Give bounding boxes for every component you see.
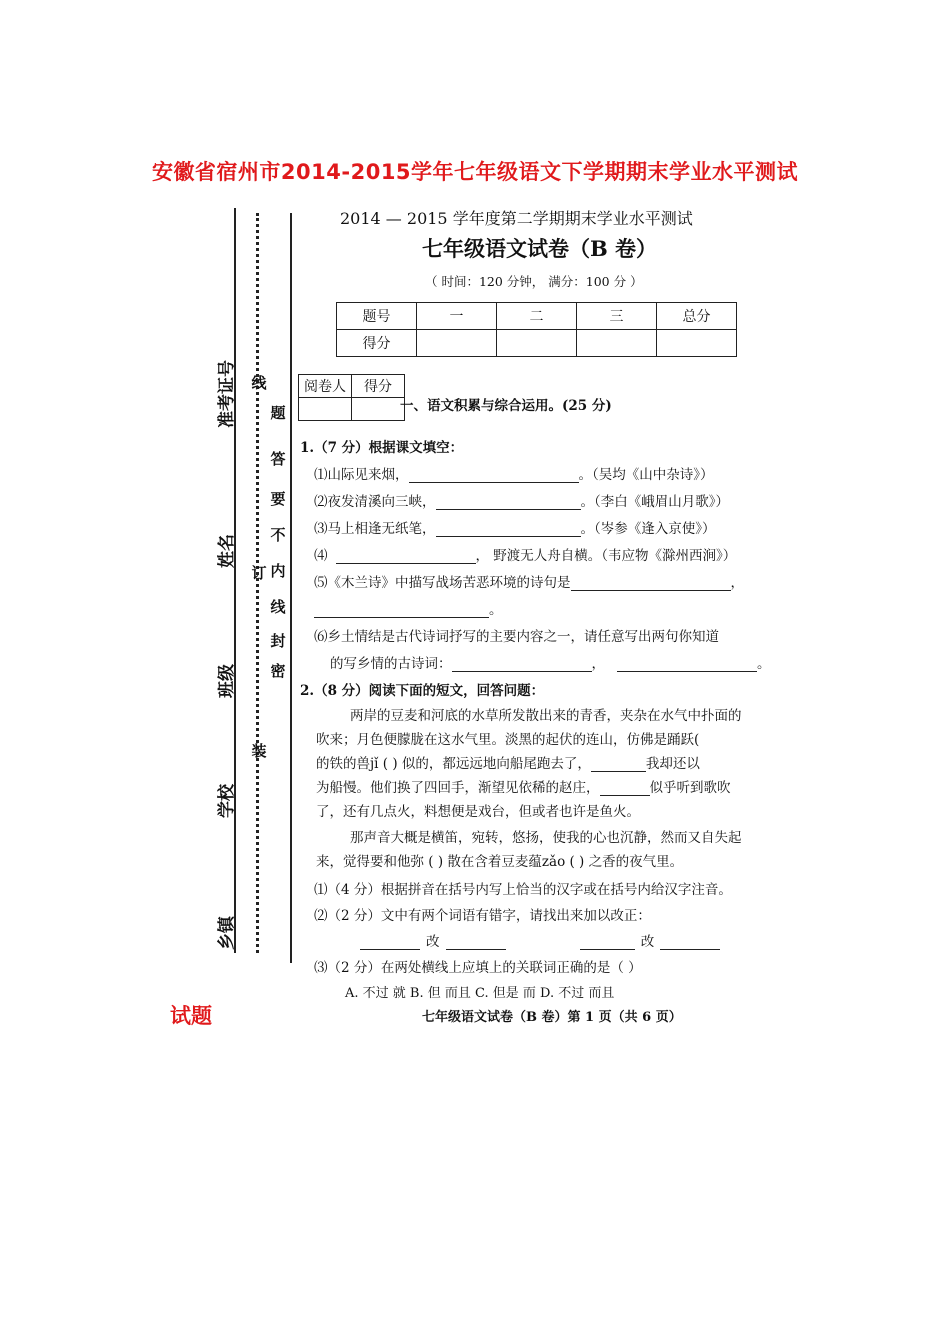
- score-cell: 题号: [337, 303, 417, 330]
- question-2-title: 2.（8 分）阅读下面的短文，回答问题：: [300, 683, 545, 699]
- score-cell: [417, 330, 497, 357]
- score-table-row: [337, 330, 737, 357]
- score-cell: [577, 330, 657, 357]
- margin-seal-3: 装: [251, 742, 267, 760]
- margin-field-exam-number: 准考证号: [217, 360, 237, 428]
- grader-cell: 阅卷人: [299, 375, 352, 398]
- margin-field-school: 学校: [217, 784, 237, 818]
- exam-header-title: 七年级语文试卷（B 卷）: [422, 236, 658, 261]
- section-title: 一、语文积累与综合运用。(25 分): [400, 398, 612, 414]
- passage-line: 的铁的兽jǐ ( ) 似的，都远远地向船尾跑去了， 我却还以: [316, 756, 700, 772]
- q1-item-2: ⑵夜发清溪向三峡， 。（李白《峨眉山月歌》）: [314, 494, 729, 510]
- passage-line: 了，还有几点火，料想便是戏台，但或者也许是鱼火。: [316, 804, 640, 820]
- margin-line-outer: [234, 208, 236, 953]
- margin-field-name: 姓名: [217, 534, 237, 568]
- score-cell: [497, 330, 577, 357]
- exam-header-line1: 2014 — 2015 学年度第二学期期末学业水平测试: [340, 209, 693, 228]
- q2-sub-3: ⑶（2 分）在两处横线上应填上的关联词正确的是（ ）: [314, 960, 642, 976]
- score-table: [336, 302, 737, 357]
- q2-sub-2-blanks: 改 改: [360, 930, 720, 950]
- passage-line: 为船慢。他们换了四回手，渐望见依稀的赵庄， 似乎听到歌吹: [316, 780, 731, 796]
- q1-item-1: ⑴山际见来烟， 。（吴均《山中杂诗》）: [314, 467, 714, 483]
- question-1-title: 1.（7 分）根据课文填空：: [300, 440, 464, 456]
- passage-line: 那声音大概是横笛，宛转，悠扬，使我的心也沉静，然而又自失起: [350, 830, 742, 846]
- grader-table: [298, 374, 405, 421]
- grader-cell: 得分: [352, 375, 405, 398]
- q2-sub-2: ⑵（2 分）文中有两个词语有错字，请找出来加以改正：: [314, 908, 651, 924]
- score-cell: 一: [417, 303, 497, 330]
- score-cell: [657, 330, 737, 357]
- q2-sub-3-options: A. 不过 就 B. 但 而且 C. 但是 而 D. 不过 而且: [345, 986, 615, 1001]
- score-cell: 三: [577, 303, 657, 330]
- score-cell: 总分: [657, 303, 737, 330]
- margin-notice: 题 答 要 不 内 线 封 密: [270, 404, 286, 680]
- exam-scan: [190, 198, 795, 1025]
- margin-line-inner: [290, 213, 292, 963]
- q1-item-5: ⑸《木兰诗》中描写战场苦恶环境的诗句是 ，: [314, 575, 744, 591]
- page-footer: 七年级语文试卷（B 卷）第 1 页（共 6 页）: [422, 1010, 682, 1025]
- document-title: 安徽省宿州市2014-2015学年七年级语文下学期期末学业水平测试: [151, 160, 799, 184]
- exam-header-time: （ 时间：120 分钟， 满分：100 分 ）: [425, 274, 643, 289]
- margin-field-township: 乡镇: [217, 916, 237, 950]
- score-cell: 二: [497, 303, 577, 330]
- passage-line: 来，觉得要和他弥 ( ) 散在含着豆麦蕴zǎo ( ) 之香的夜气里。: [316, 854, 684, 870]
- score-table-row: [337, 303, 737, 330]
- q1-item-6-cont: 的写乡情的古诗词： ， 。: [330, 656, 771, 672]
- margin-field-class: 班级: [217, 664, 237, 698]
- q2-sub-1: ⑴（4 分）根据拼音在括号内写上恰当的汉字或在括号内给汉字注音。: [314, 882, 732, 898]
- q1-item-4: ⑷ ， 野渡无人舟自横。（韦应物《滁州西涧》）: [314, 548, 737, 564]
- margin-seal-1: 线: [251, 374, 267, 392]
- passage-line: 两岸的豆麦和河底的水草所发散出来的青香，夹杂在水气中扑面的: [350, 708, 742, 724]
- section-label: 试题: [170, 1004, 212, 1028]
- grader-cell: [352, 398, 405, 421]
- q1-item-6: ⑹乡土情结是古代诗词抒写的主要内容之一，请任意写出两句你知道: [314, 629, 719, 645]
- q1-item-5-cont: 。: [314, 598, 503, 618]
- score-cell: 得分: [337, 330, 417, 357]
- q1-item-3: ⑶马上相逢无纸笔， 。（岑参《逢入京使》）: [314, 521, 716, 537]
- margin-seal-2: 订: [251, 564, 267, 582]
- grader-cell: [299, 398, 352, 421]
- passage-line: 吹来；月色便朦胧在这水气里。淡黑的起伏的连山，仿佛是踊跃(: [316, 732, 700, 748]
